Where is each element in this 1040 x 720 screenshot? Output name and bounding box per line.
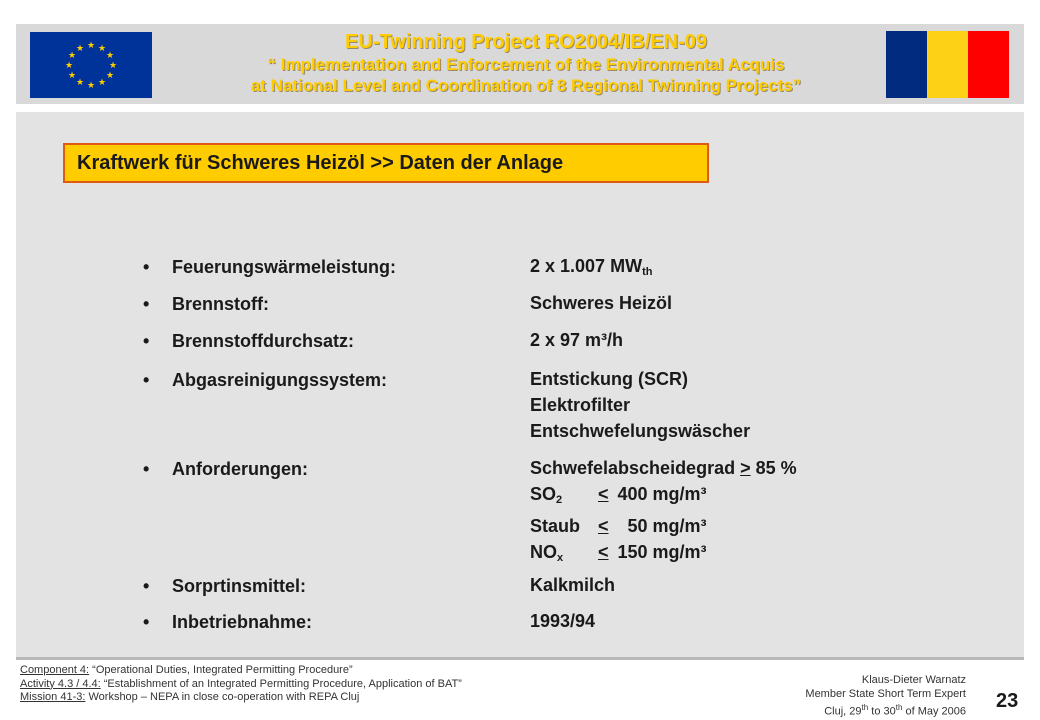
item-value: 1993/94	[530, 611, 596, 631]
project-title: EU-Twinning Project RO2004/IB/EN-09	[345, 31, 707, 53]
date-text: Cluj, 29	[824, 705, 862, 718]
content-panel	[16, 112, 1024, 658]
svg-text:★: ★	[97, 78, 107, 88]
item-value: 2 x 97 m³/h	[530, 330, 624, 350]
requirement-line	[530, 481, 797, 513]
bullet: •	[143, 257, 150, 277]
footer-author	[805, 673, 966, 719]
svg-text:★: ★	[75, 78, 85, 88]
footer-text: Workshop – NEPA in close co-operation with REPA Cluj	[85, 691, 360, 703]
item-label: Inbetriebnahme:	[172, 612, 313, 632]
bullet: •	[143, 459, 150, 479]
footer-info	[20, 664, 462, 705]
item-value	[530, 253, 652, 285]
requirement-value: 85 %	[750, 458, 797, 478]
item-label: Anforderungen:	[172, 459, 308, 479]
bullet: •	[143, 612, 150, 632]
requirement-subscript: x	[557, 552, 564, 564]
value-line: Elektrofilter	[530, 395, 631, 415]
requirements-list	[530, 455, 797, 571]
footer-label: Mission 41-3:	[20, 691, 86, 703]
item-label: Abgasreinigungssystem:	[172, 370, 388, 390]
footer-label: Component 4:	[20, 664, 90, 676]
svg-text:★: ★	[67, 51, 77, 61]
section-title: Kraftwerk für Schweres Heizöl >> Daten der Anlage	[63, 143, 709, 183]
svg-text:★: ★	[64, 61, 74, 71]
date-text: to 30	[868, 705, 896, 718]
date-text: of May 2006	[902, 705, 966, 718]
author-role: Member State Short Term Expert	[805, 688, 966, 700]
bullet: •	[143, 331, 150, 351]
item-label: Brennstoffdurchsatz:	[172, 331, 355, 351]
footer-activity	[20, 678, 462, 692]
author-name: Klaus-Dieter Warnatz	[861, 674, 966, 686]
requirement-line	[530, 455, 797, 481]
requirement-name: Staub	[530, 516, 581, 536]
bullet: •	[143, 576, 150, 596]
item-value: Schweres Heizöl	[530, 293, 673, 313]
header-band	[16, 24, 1024, 104]
romania-flag-icon	[886, 31, 1009, 98]
value-line: Entstickung (SCR)	[530, 369, 689, 389]
footer-text: “Establishment of an Integrated Permitting Procedure, Application of BAT”	[100, 677, 462, 690]
item-label: Sorprtinsmittel:	[172, 576, 307, 596]
flag-stripe-red	[968, 31, 1009, 98]
footer-mission	[20, 691, 462, 705]
item-label: Feuerungswärmeleistung:	[172, 257, 397, 277]
footer-divider	[16, 657, 1024, 660]
requirement-symbol: >	[740, 458, 751, 478]
item-value-list	[530, 366, 750, 444]
svg-text:★: ★	[97, 44, 107, 54]
requirement-value: 50 mg/m³	[627, 516, 707, 536]
requirement-symbol: <	[598, 542, 609, 562]
value-text: 2 x 1.007 MW	[530, 256, 643, 276]
item-label: Brennstoff:	[172, 294, 269, 314]
requirement-text: Schwefelabscheidegrad	[530, 458, 741, 478]
requirement-value: 400 mg/m³	[617, 484, 707, 504]
requirement-value: 150 mg/m³	[617, 542, 707, 562]
date-sup: th	[895, 703, 903, 712]
value-line: Entschwefelungswäscher	[530, 421, 751, 441]
requirement-subscript: 2	[556, 494, 563, 506]
requirement-name	[530, 481, 598, 513]
requirement-name	[530, 539, 598, 571]
requirement-name-text: SO	[530, 484, 557, 504]
svg-text:★: ★	[86, 81, 96, 91]
project-subtitle-2: at National Level and Coordination of 8 Regional Twinning Projects”	[250, 76, 802, 95]
footer-text: “Operational Duties, Integrated Permitting Procedure”	[89, 664, 353, 676]
svg-text:★: ★	[67, 71, 77, 81]
svg-text:★: ★	[86, 41, 96, 51]
requirement-symbol: <	[598, 484, 609, 504]
svg-text:★: ★	[105, 71, 115, 81]
flag-stripe-blue	[886, 31, 927, 98]
svg-text:★: ★	[75, 44, 85, 54]
eu-stars	[30, 32, 152, 98]
item-value: Kalkmilch	[530, 575, 616, 595]
requirement-line	[530, 539, 797, 571]
requirement-name-text: NO	[530, 542, 557, 562]
flag-stripe-yellow	[927, 31, 968, 98]
bullet: •	[143, 294, 150, 314]
bullet: •	[143, 370, 150, 390]
footer-label: Activity 4.3 / 4.4:	[20, 677, 101, 690]
value-subscript: th	[642, 266, 653, 278]
project-subtitle: “ Implementation and Enforcement of the Environmental Acquis	[267, 55, 785, 74]
requirement-line	[530, 513, 797, 539]
requirement-symbol: <	[598, 516, 609, 536]
eu-flag-icon	[30, 32, 152, 98]
svg-text:★: ★	[105, 51, 115, 61]
event-date	[805, 701, 966, 719]
page-number: 23	[996, 690, 1019, 712]
svg-text:★: ★	[108, 61, 118, 71]
date-sup: th	[861, 703, 869, 712]
footer-component	[20, 664, 462, 678]
